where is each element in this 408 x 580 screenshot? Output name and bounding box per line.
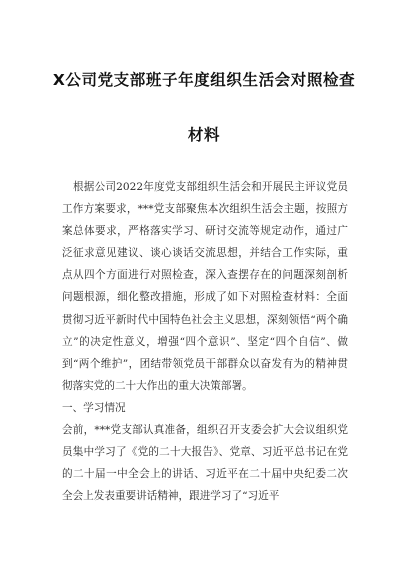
- study-paragraph: 会前，***党支部认真准备，组织召开支委会扩大会议组织党员集中学习了《党的二十大报告》、党章、习近平总书记在党的二十届一中全会上的讲话、习近平在二十届中央纪委二次全会上发表重要讲话精神，跟进学习了“习近平: [62, 424, 348, 503]
- section-heading-study: 一、学习情况: [62, 402, 126, 414]
- document-title-continued: 材料: [187, 126, 221, 144]
- document-title: X公司党支部班子年度组织生活会对照检查: [52, 71, 356, 89]
- intro-paragraph: 根据公司2022年度党支部组织生活会和开展民主评议党员工作方案要求，***党支部聚焦本次组织生活会主题，按照方案总体要求，严格落实学习、研讨交流等规定动作，通过广泛征求意见建议、谈心谈话交流思想，并结合工作实际，重点从四个方面进行对照检查，深入查摆存在的问题深刻剖析问题根源，细化整改措施，形成了如下对照检查材料：全面贯彻习近平新时代中国特色社会主义思想，深刻领悟“两个确立”的决定性意义，增强“四个意识”、坚定“四个自信”、做到“两个维护”，团结带领党员干部群众以奋发有为的精神贯彻落实党的二十大作出的重大决策部署。: [62, 181, 348, 392]
